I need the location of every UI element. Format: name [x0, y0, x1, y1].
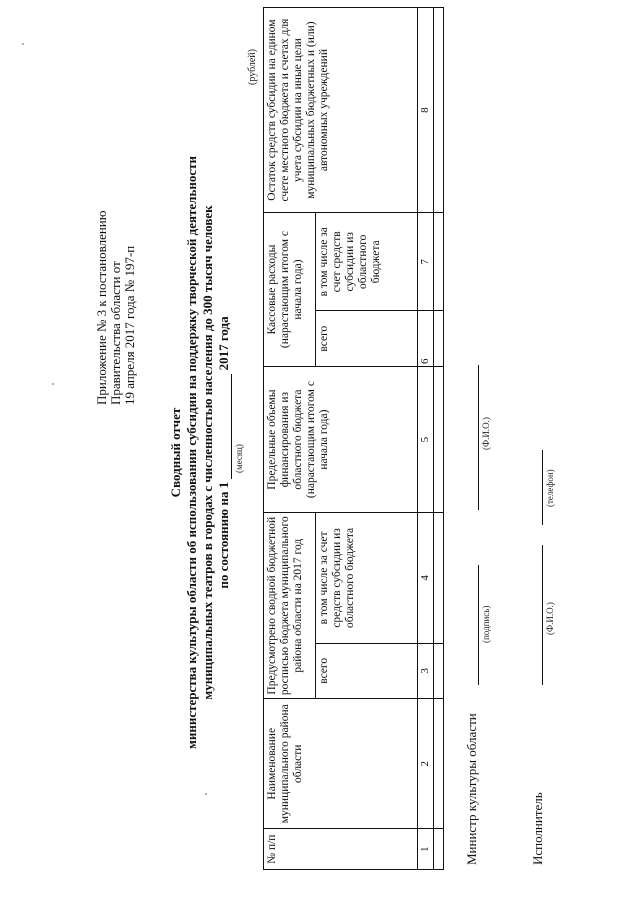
fio-caption: (Ф.И.О.) — [481, 417, 491, 450]
col-header-balance: Остаток средств субсидии на едином счете местного бюджета и счетах для учета субсидии на иные цели муниципальных бюджетных и (или) автономных учреждений — [264, 8, 418, 213]
report-subtitle-2: муниципальных театров в городах с численностью населения до 300 тысяч человек — [200, 205, 215, 700]
column-number: 8 — [418, 8, 434, 213]
scan-speck — [22, 43, 24, 45]
table-cell — [434, 311, 444, 367]
executor-fio-caption: (Ф.И.О.) — [545, 602, 555, 635]
column-number: 3 — [418, 643, 434, 699]
report-title: Сводный отчет — [168, 407, 183, 498]
table-cell — [434, 513, 444, 643]
column-number: 5 — [418, 366, 434, 512]
annex-line-2: Правительства области от — [108, 261, 123, 405]
table-header-row — [264, 8, 316, 870]
phone-line — [542, 450, 543, 525]
report-table — [263, 7, 444, 870]
table-cell — [434, 829, 444, 870]
date-year: 2017 года — [216, 316, 231, 371]
scan-speck — [52, 383, 54, 385]
annex-header — [95, 45, 137, 405]
signature-caption: (подпись) — [481, 605, 491, 643]
phone-caption: (телефон) — [545, 469, 555, 507]
table-empty-row — [434, 8, 444, 870]
col-header-planned-subsidy: в том числе за счет средств субсидии из областного бюджета — [316, 513, 418, 643]
table-cell — [434, 699, 444, 829]
column-number: 2 — [418, 699, 434, 829]
executor-fio-line — [542, 545, 543, 685]
report-subtitle-1: министерства культуры области об использовании субсидии на поддержку творческой деятельности — [184, 156, 199, 749]
column-number: 7 — [418, 213, 434, 311]
col-header-cash-subsidy: в том числе за счет средств субсидии из областного бюджета — [316, 213, 418, 311]
annex-line-3: 19 апреля 2017 года № 197-п — [122, 245, 137, 405]
column-number: 1 — [418, 829, 434, 870]
report-date-line — [216, 0, 232, 905]
column-number: 6 — [418, 311, 434, 367]
date-prefix: по состоянию на 1 — [216, 481, 231, 589]
table-cell — [434, 8, 444, 213]
col-header-district: Наименование муниципального района области — [264, 699, 418, 829]
column-number-row — [418, 8, 434, 870]
table-cell — [434, 366, 444, 512]
col-header-cash: Кассовые расходы (нарастающим итогом с начала года) — [264, 213, 316, 367]
col-header-cash-total: всего — [316, 311, 418, 367]
col-header-number: № п/п — [264, 829, 418, 870]
col-header-planned: Предусмотрено сводной бюджетной росписью бюджета муниципального района области на 2017 год — [264, 513, 316, 699]
minister-label: Министр культуры области — [464, 713, 479, 865]
column-number: 4 — [418, 513, 434, 643]
signature-line — [478, 565, 479, 685]
month-caption: (месяц) — [234, 444, 244, 473]
table-cell — [434, 643, 444, 699]
col-header-limits: Предельные объемы финансирования из областного бюджета (нарастающим итогом с начала года) — [264, 366, 418, 512]
currency-note: (рублей) — [247, 48, 258, 85]
month-blank — [216, 374, 232, 479]
annex-line-1: Приложение № 3 к постановлению — [94, 210, 109, 405]
table-cell — [434, 213, 444, 311]
executor-label: Исполнитель — [530, 792, 545, 865]
col-header-planned-total: всего — [316, 643, 418, 699]
fio-line — [478, 365, 479, 510]
